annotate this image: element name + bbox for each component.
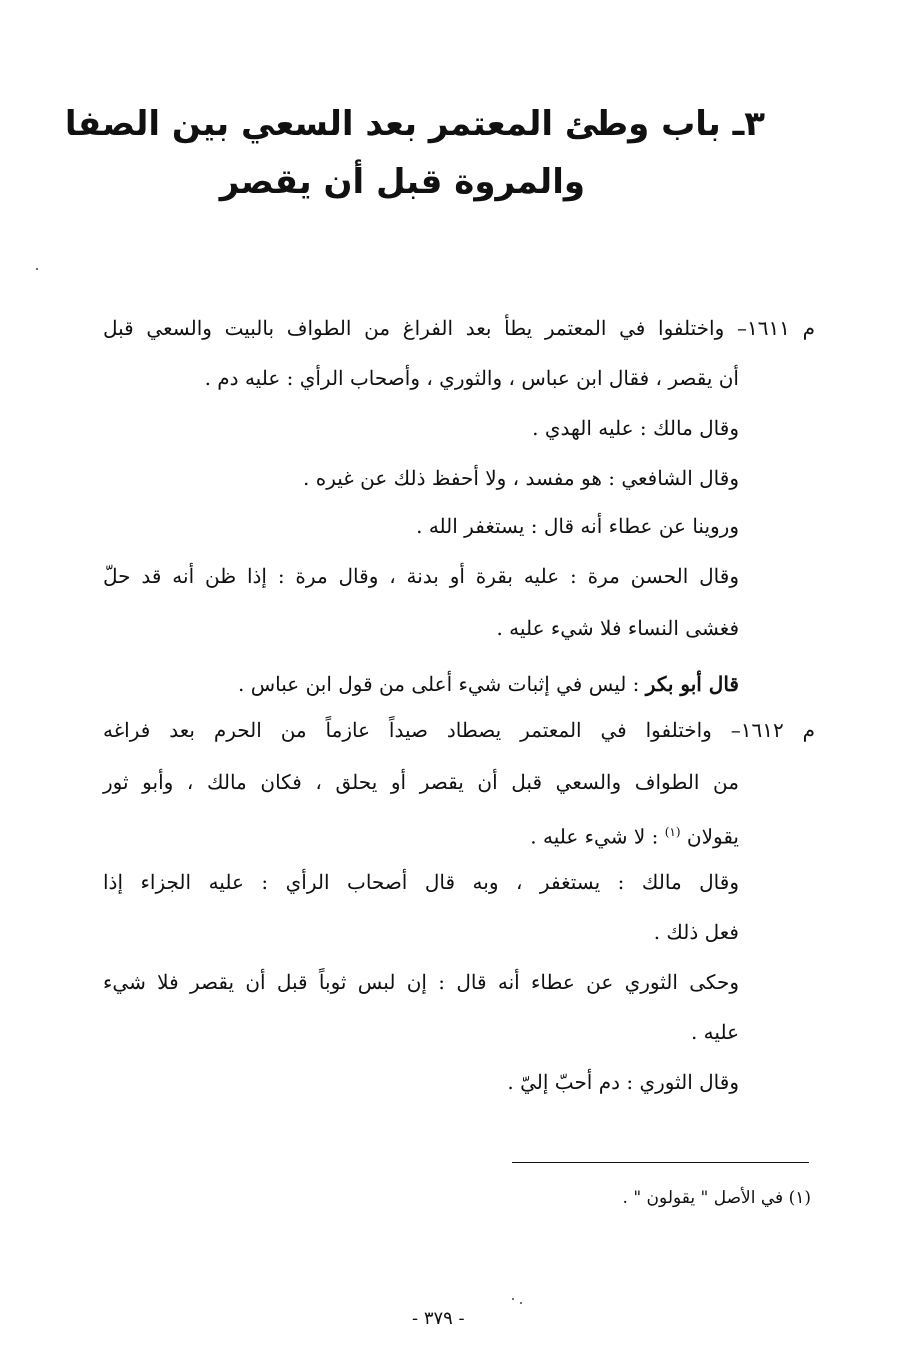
footnote-text: في الأصل " يقولون " . [622,1188,789,1208]
footnote-divider [512,1162,809,1163]
abu-bakr-label: قال أبو بكر [645,672,739,696]
chapter-title-line-1: ٣ـ باب وطئ المعتمر بعد السعي بين الصفا [64,104,765,144]
entry-1611-line-1: م ١٦١١– واختلفوا في المعتمر يطأ بعد الفراغ من الطواف بالبيت والسعي قبل [103,316,815,340]
page-number: - ٣٧٩ - [412,1308,465,1329]
entry-1611-line-3: وقال مالك : عليه الهدي . [532,416,739,440]
entry-1612-line-4: وقال مالك : يستغفر ، وبه قال أصحاب الرأي : عليه الجزاء إذا [103,870,739,894]
chapter-title-line-2: والمروة قبل أن يقصر [219,162,585,202]
entry-1612-line-3-end: : لا شيء عليه . [530,824,665,849]
scan-speck [520,1302,522,1304]
entry-1612-line-1: م ١٦١٢– واختلفوا في المعتمر يصطاد صيداً عازماً من الحرم بعد فراغه [103,718,815,742]
entry-1611-line-5: وروينا عن عطاء أنه قال : يستغفر الله . [416,514,739,538]
entry-1612-line-3-start: يقولان [686,824,739,849]
abu-bakr-comment [238,670,739,698]
entry-1611-line-7: فغشى النساء فلا شيء عليه . [496,616,739,640]
scan-speck [36,268,38,270]
entry-1612-line-2: من الطواف والسعي قبل أن يقصر أو يحلق ، فكان مالك ، وأبو ثور [103,770,739,794]
entry-1612-line-7: عليه . [690,1020,739,1044]
footnote-marker: (١) [788,1188,811,1208]
footnote [623,1186,811,1210]
entry-1612-line-3 [530,818,739,851]
scan-speck [512,1298,514,1300]
abu-bakr-text: : ليس في إثبات شيء أعلى من قول ابن عباس . [238,672,646,696]
entry-1611-line-6: وقال الحسن مرة : عليه بقرة أو بدنة ، وقال مرة : إذا ظن أنه قد حلّ [103,564,739,588]
entry-1611-line-2: أن يقصر ، فقال ابن عباس ، والثوري ، وأصحاب الرأي : عليه دم . [204,366,739,390]
entry-1611-line-4: وقال الشافعي : هو مفسد ، ولا أحفظ ذلك عن غيره . [303,466,739,490]
entry-1612-line-6: وحكى الثوري عن عطاء أنه قال : إن لبس ثوباً قبل أن يقصر فلا شيء [103,970,739,994]
entry-1612-line-8: وقال الثوري : دم أحبّ إليّ . [507,1070,739,1094]
entry-1612-line-5: فعل ذلك . [653,920,739,944]
footnote-reference[interactable]: (١) [664,825,681,839]
